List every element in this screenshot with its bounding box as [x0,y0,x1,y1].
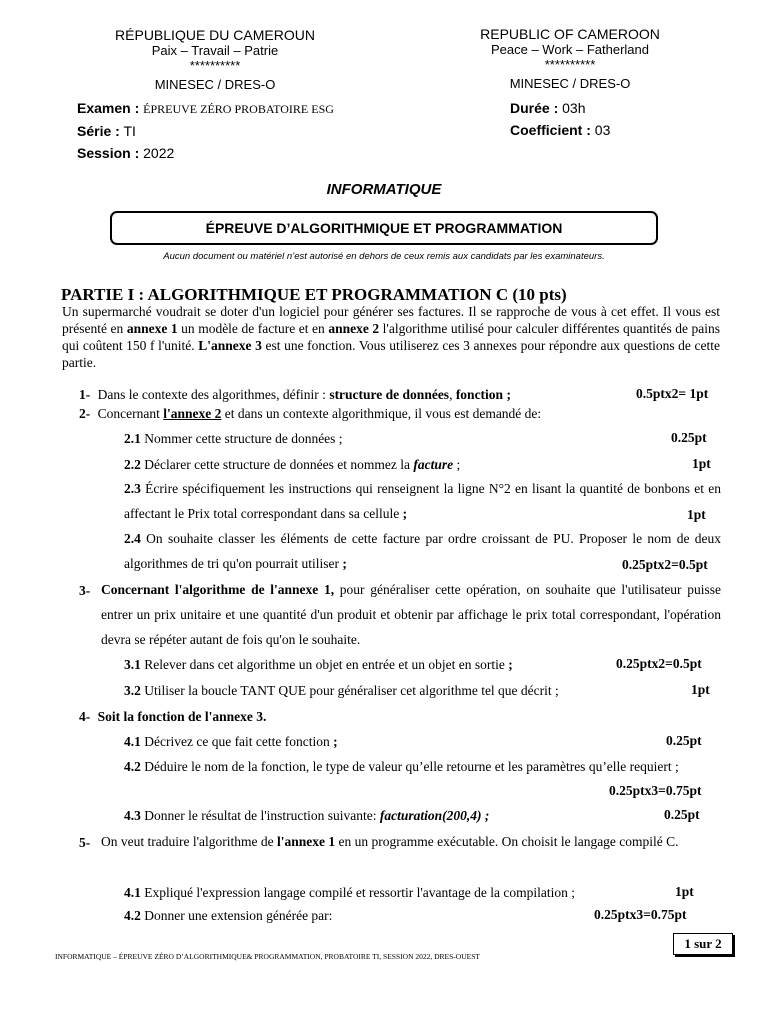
q4-num: 4- [79,709,91,724]
q23-end: ; [402,506,408,521]
exam-line [77,97,334,120]
q2-text: Concernant [97,406,164,421]
q1-text: Dans le contexte des algorithmes, définir : [97,387,330,402]
exam-title: ÉPREUVE D’ALGORITHMIQUE ET PROGRAMMATION [205,220,563,236]
intro-text-2: un modèle de facture et en [177,321,329,336]
intro-text-1: Un supermarché voudrait se doter d'un logiciel pour générer ses factures. Il se rapproche de vous à cet effet. Il vous est présenté en [62,304,720,336]
country-en: REPUBLIC OF CAMEROON [480,26,660,42]
intro-text-3: l'algorithme utilisé pour calculer différentes quantités de pains qui coûtent 150 f l'unité. [62,321,721,353]
q3-bold: Concernant l'algorithme de l'annexe 1, [101,582,335,597]
q21-points: 0.25pt [671,430,707,445]
q24-num: 2.4 [124,531,141,546]
q5-text-2: en un programme exécutable. On choisit le langage compilé C. [335,834,679,849]
q23-text: Écrire spécifiquement les instructions qui renseignent la ligne N°2 en lisant la quantité de bonbons et en affectant le Prix total correspondant dans sa cellule [124,481,721,521]
q41-points: 0.25pt [666,733,702,748]
q22-points: 1pt [692,456,711,471]
q1-sep: , [449,387,456,402]
q24-end: ; [342,556,347,571]
question-4-1 [124,733,338,750]
q2-underline: l'annexe 2 [163,406,222,421]
duree-label: Durée : [510,100,559,116]
q43-points: 0.25pt [664,807,700,822]
q22-end: ; [453,457,461,472]
q21-text: Nommer cette structure de données ; [140,431,343,446]
q42-text: Déduire le nom de la fonction, le type de valeur qu’elle retourne et les paramètres qu’elle requiert ; [140,759,679,774]
q24-points: 0.25ptx2=0.5pt [622,557,708,572]
session-line [77,142,334,164]
q22-text: Déclarer cette structure de données et nommez la [140,457,414,472]
q32-text: Utiliser la boucle TANT QUE pour généraliser cet algorithme tel que décrit ; [140,683,559,698]
session-value: 2022 [143,145,175,161]
exam-label: Examen : [77,100,140,116]
page-number: 1 sur 2 [673,933,733,955]
q1-bold-2: fonction ; [455,387,511,402]
question-4 [79,708,266,725]
q5-bold: l'annexe 1 [277,834,336,849]
question-1 [79,386,511,403]
intro-bold-3: L'annexe 3 [198,338,262,353]
q43-italic: facturation(200,4) ; [379,808,490,823]
duree-line [510,97,610,119]
meta-left [77,97,334,164]
serie-label: Série : [77,123,120,139]
part-title: PARTIE I : ALGORITHMIQUE ET PROGRAMMATION C (10 pts) [61,285,567,304]
q22-num: 2.2 [124,457,141,472]
exam-title-box [110,211,658,245]
q31-num: 3.1 [124,657,141,672]
q3-num: 3- [79,583,91,598]
meta-right [510,97,610,141]
question-4-2 [124,754,721,779]
header-right [425,27,715,91]
exam-value: ÉPREUVE ZÉRO PROBATOIRE ESG [143,102,334,116]
q52-num: 4.2 [124,908,141,923]
intro-bold-2: annexe 2 [328,321,380,336]
q5-text-1: On veut traduire l'algorithme de [101,834,278,849]
q42-points: 0.25ptx3=0.75pt [609,783,702,798]
notice-text: Aucun document ou matériel n’est autorisé en dehors de ceux remis aux candidats par les examinateurs. [163,251,605,262]
session-label: Session : [77,145,140,161]
q31-text: Relever dans cet algorithme un objet en entrée et un objet en sortie [140,657,509,672]
q1-num: 1- [79,387,91,402]
q5-num: 5- [79,835,91,850]
q31-end: ; [508,657,513,672]
q51-num: 4.1 [124,885,141,900]
serie-value: TI [123,123,136,139]
q2-num: 2- [79,406,91,421]
country-fr: RÉPUBLIQUE DU CAMEROUN [115,27,315,43]
question-4-3 [124,807,489,824]
q3-text: pour généraliser cette opération, on souhaite que l'utilisateur puisse entrer un prix unitaire et une quantité d'un produit et obtenir par affichage le prix total correspondant, l'opération devra se répéter autant de fois qu'on le souhaite. [101,582,721,647]
q4-text: Soit la fonction de l'annexe 3. [97,709,267,724]
q42-num: 4.2 [124,759,141,774]
question-2-3 [124,476,721,526]
ministry-en: MINESEC / DRES-O [509,76,631,91]
q23-num: 2.3 [124,481,141,496]
q31-points: 0.25ptx2=0.5pt [616,656,702,671]
header-left [70,28,360,92]
serie-line [77,120,334,142]
q52-text: Donner une extension générée par: [140,908,333,923]
motto-fr: Paix – Travail – Patrie [151,43,279,58]
q41-num: 4.1 [124,734,141,749]
question-5-2 [124,907,332,924]
intro-bold-1: annexe 1 [126,321,178,336]
subject-title: INFORMATIQUE [326,181,442,198]
coef-label: Coefficient : [510,122,591,138]
q51-text: Expliqué l'expression langage compilé et ressortir l'avantage de la compilation ; [140,885,575,900]
q23-points: 1pt [687,507,706,522]
question-5-1 [124,884,575,901]
coef-line [510,119,610,141]
intro-text-4: est une fonction. Vous utiliserez ces 3 annexes pour répondre aux questions de cette partie. [62,338,720,370]
q32-points: 1pt [691,682,710,697]
q41-end: ; [333,734,338,749]
intro-paragraph [62,303,720,371]
stars-fr: ********** [189,58,241,73]
duree-value: 03h [562,100,586,116]
stars-en: ********** [544,57,596,72]
q43-text: Donner le résultat de l'instruction suivante: [140,808,380,823]
question-3 [101,577,721,652]
q52-points: 0.25ptx3=0.75pt [594,907,687,922]
q32-num: 3.2 [124,683,141,698]
motto-en: Peace – Work – Fatherland [490,42,649,57]
q22-italic: facture [413,457,454,472]
q24-text: On souhaite classer les éléments de cette facture par ordre croissant de PU. Proposer le nom de deux algorithmes de tri qu'on pourrait utiliser [124,531,721,571]
question-3-1 [124,656,513,673]
question-2-2 [124,456,460,473]
q1-bold-1: structure de données [329,387,450,402]
ministry-fr: MINESEC / DRES-O [154,77,276,92]
q41-text: Décrivez ce que fait cette fonction [140,734,334,749]
question-2-1 [124,430,343,447]
q51-points: 1pt [675,884,694,899]
question-5 [101,829,721,854]
q2-text-2: et dans un contexte algorithmique, il vous est demandé de: [221,406,542,421]
question-3-2 [124,682,559,699]
q1-points: 0.5ptx2= 1pt [636,386,709,401]
q21-num: 2.1 [124,431,141,446]
question-2 [79,405,541,422]
coef-value: 03 [594,122,611,138]
q43-num: 4.3 [124,808,141,823]
footer-text: INFORMATIQUE – ÉPREUVE ZÉRO D’ALGORITHMIQUE& PROGRAMMATION, PROBATOIRE TI, SESSION 2022, DRES-OUEST [55,952,480,961]
